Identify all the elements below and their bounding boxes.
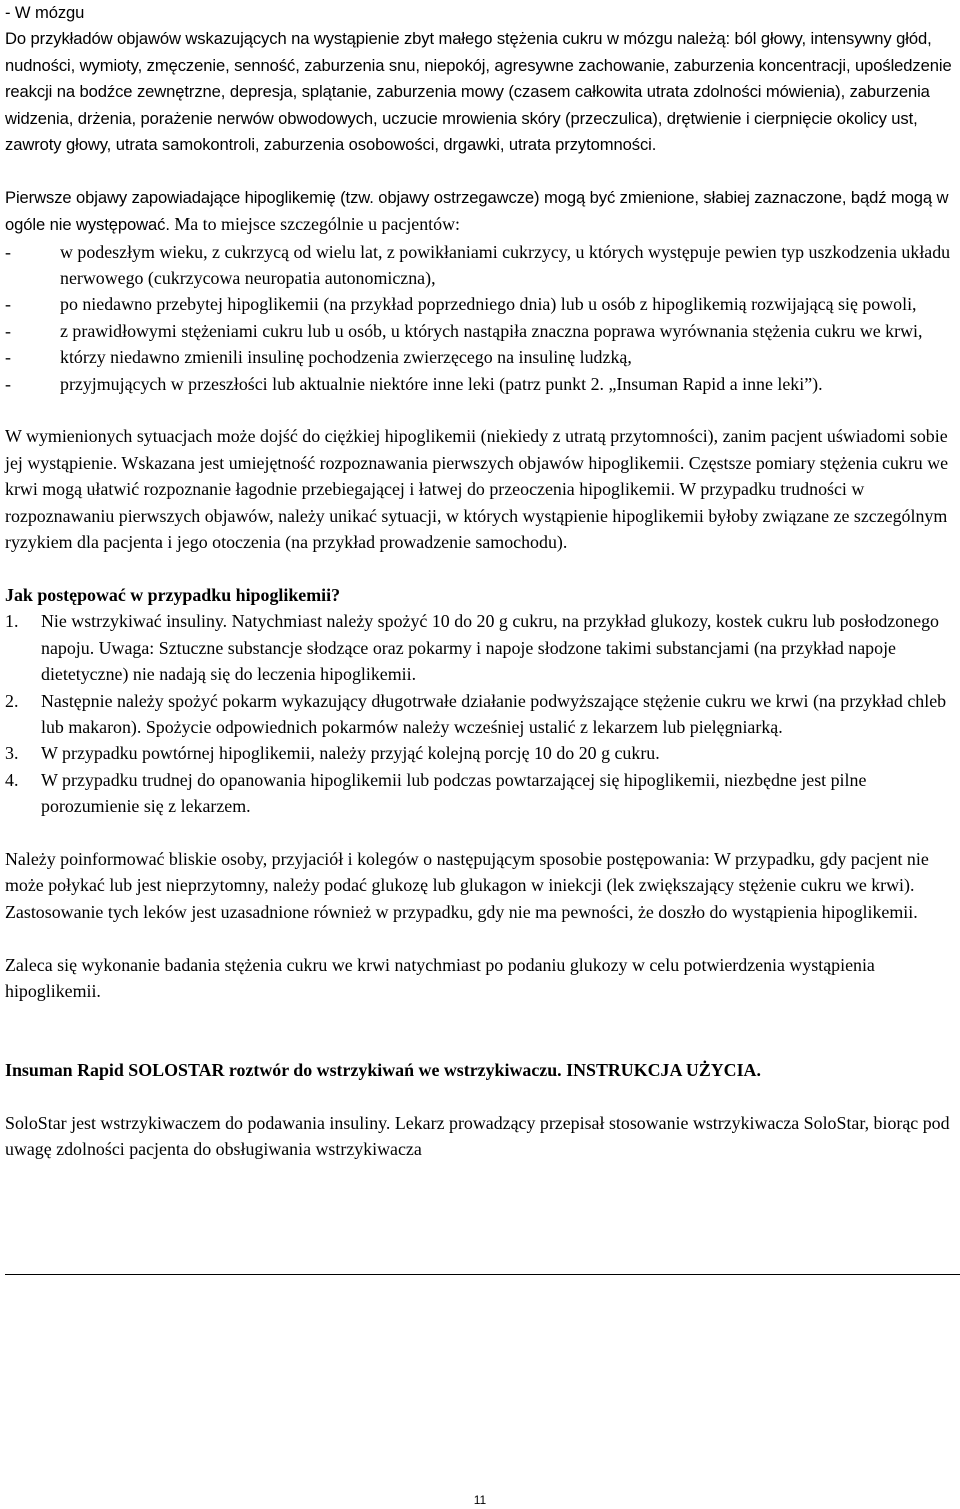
steps-heading: Jak postępować w przypadku hipoglikemii? bbox=[5, 584, 341, 605]
steps-list bbox=[5, 608, 955, 819]
list-item bbox=[5, 740, 955, 766]
list-item-text: przyjmujących w przeszłości lub aktualnie niektóre inne leki (patrz punkt 2. „Insuman Rapid a inne leki”). bbox=[60, 373, 823, 394]
spacer bbox=[5, 820, 955, 846]
warning-intro-text: Pierwsze objawy zapowiadające hipoglikemię (tzw. objawy ostrzegawcze) mogą być zmienione, słabiej zaznaczone, bądź mogą w ogóle nie występować. bbox=[5, 187, 949, 235]
inform-paragraph: Należy poinformować bliskie osoby, przyjaciół i kolegów o następującym sposobie postępowania: W przypadku, gdy pacjent nie może połykać lub jest nieprzytomny, należy podać glukozę lub glukagon w iniekcji (lek zwiększający stężenie cukru we krwi). Zastosowanie tych leków jest uzasadnione również w przypadku, gdy nie ma pewności, że doszło do wystąpienia hipoglikemii. bbox=[5, 848, 929, 922]
step-number: 4. bbox=[5, 769, 19, 790]
step-number: 1. bbox=[5, 611, 19, 632]
step-text: Nie wstrzykiwać insuliny. Natychmiast należy spożyć 10 do 20 g cukru, na przykład glukozy, kostek cukru lub posłodzonego napoju. Uwaga: Sztuczne substancje słodzące oraz pokarmy i napoje słodzone takimi substancjami (na przykład napoje dietetyczne) nie nadają się do leczenia hipoglikemii. bbox=[41, 611, 939, 685]
warning-intro-paragraph bbox=[5, 185, 955, 239]
dash-marker: - bbox=[5, 347, 11, 368]
spacer bbox=[5, 1084, 955, 1110]
spacer bbox=[5, 158, 955, 184]
solostar-paragraph: SoloStar jest wstrzykiwaczem do podawania insuliny. Lekarz prowadzący przepisał stosowanie wstrzykiwacza SoloStar, biorąc pod uwagę zdolności pacjenta do obsługiwania wstrzykiwacza bbox=[5, 1112, 950, 1160]
risk-groups-list bbox=[5, 239, 955, 397]
list-item bbox=[5, 239, 955, 292]
list-item-text: którzy niedawno zmienili insulinę pochodzenia zwierzęcego na insulinę ludzką, bbox=[60, 347, 632, 368]
list-item bbox=[5, 344, 955, 370]
spacer bbox=[5, 1031, 955, 1057]
list-item-text: z prawidłowymi stężeniami cukru lub u osób, u których nastąpiła znaczna poprawa wyrównania stężenia cukru we krwi, bbox=[60, 320, 923, 341]
section-divider bbox=[5, 1274, 960, 1275]
confirm-paragraph: Zaleca się wykonanie badania stężenia cukru we krwi natychmiast po podaniu glukozy w celu potwierdzenia wystąpienia hipoglikemii. bbox=[5, 954, 875, 1001]
step-text: W przypadku trudnej do opanowania hipoglikemii lub podczas powtarzającej się hipoglikemii, niezbędne jest pilne porozumienie się z lekarzem. bbox=[41, 769, 867, 817]
list-item bbox=[5, 291, 955, 317]
step-number: 2. bbox=[5, 690, 19, 711]
section-label: - W mózgu bbox=[5, 3, 85, 22]
spacer bbox=[5, 1004, 955, 1030]
spacer bbox=[5, 925, 955, 951]
spacer bbox=[5, 397, 955, 423]
instructions-heading: Insuman Rapid SOLOSTAR roztwór do wstrzykiwań we wstrzykiwaczu. INSTRUKCJA UŻYCIA. bbox=[5, 1060, 761, 1081]
step-text: Następnie należy spożyć pokarm wykazujący długotrwałe działanie podwyższające stężenie cukru we krwi (na przykład chleb lub makaron). Spożycie odpowiednich pokarmów należy wcześniej ustalić z lekarzem lub pielęgniarką. bbox=[41, 690, 947, 737]
warning-intro-continuation: Ma to miejsce szczególnie u pacjentów: bbox=[174, 214, 460, 235]
dash-marker: - bbox=[5, 294, 11, 315]
list-item bbox=[5, 371, 955, 397]
list-item bbox=[5, 318, 955, 344]
severe-hypoglycemia-paragraph: W wymienionych sytuacjach może dojść do ciężkiej hipoglikemii (niekiedy z utratą przytomności), zanim pacjent uświadomi sobie jej wystąpienie. Wskazana jest umiejętność rozpoznawania pierwszych objawów hipoglikemii. Częstsze pomiary stężenia cukru we krwi mogą ułatwić rozpoznanie łagodnie przebiegającej i łatwej do przeoczenia hipoglikemii. W przypadku trudności w rozpoznawaniu pierwszych objawów, należy unikać sytuacji, w których wystąpienie hipoglikemii byłoby związane ze szczególnym ryzykiem dla pacjenta i jego otoczenia (na przykład prowadzenie samochodu). bbox=[5, 426, 949, 553]
dash-marker: - bbox=[5, 241, 11, 262]
spacer bbox=[5, 556, 955, 582]
list-item bbox=[5, 767, 955, 820]
brain-symptoms-paragraph: Do przykładów objawów wskazujących na wystąpienie zbyt małego stężenia cukru w mózgu należą: ból głowy, intensywny głód, nudności, wymioty, zmęczenie, senność, zaburzenia snu, niepokój, agresywne zachowanie, zaburzenia koncentracji, upośledzenie reakcji na bodźce zewnętrzne, depresja, splątanie, zaburzenia mowy (czasem całkowita utrata zdolności mówienia), zaburzenia widzenia, drżenia, porażenie nerwów obwodowych, uczucie mrowienia skóry (przeczulica), drętwienie i cierpnięcie okolicy ust, zawroty głowy, utrata samokontroli, zaburzenia osobowości, drgawki, utrata przytomności. bbox=[5, 29, 952, 155]
list-item bbox=[5, 688, 955, 741]
step-text: W przypadku powtórnej hipoglikemii, należy przyjąć kolejną porcję 10 do 20 g cukru. bbox=[41, 743, 660, 764]
page-number: 11 bbox=[473, 1493, 487, 1507]
dash-marker: - bbox=[5, 320, 11, 341]
step-number: 3. bbox=[5, 743, 19, 764]
document-page bbox=[5, 0, 955, 1163]
list-item bbox=[5, 608, 955, 687]
list-item-text: w podeszłym wieku, z cukrzycą od wielu lat, z powikłaniami cukrzycy, u których występuje pewien typ uszkodzenia układu nerwowego (cukrzycowa neuropatia autonomiczna), bbox=[60, 241, 951, 289]
list-item-text: po niedawno przebytej hipoglikemii (na przykład poprzedniego dnia) lub u osób z hipoglikemią rozwijającą się powoli, bbox=[60, 294, 917, 315]
dash-marker: - bbox=[5, 373, 11, 394]
